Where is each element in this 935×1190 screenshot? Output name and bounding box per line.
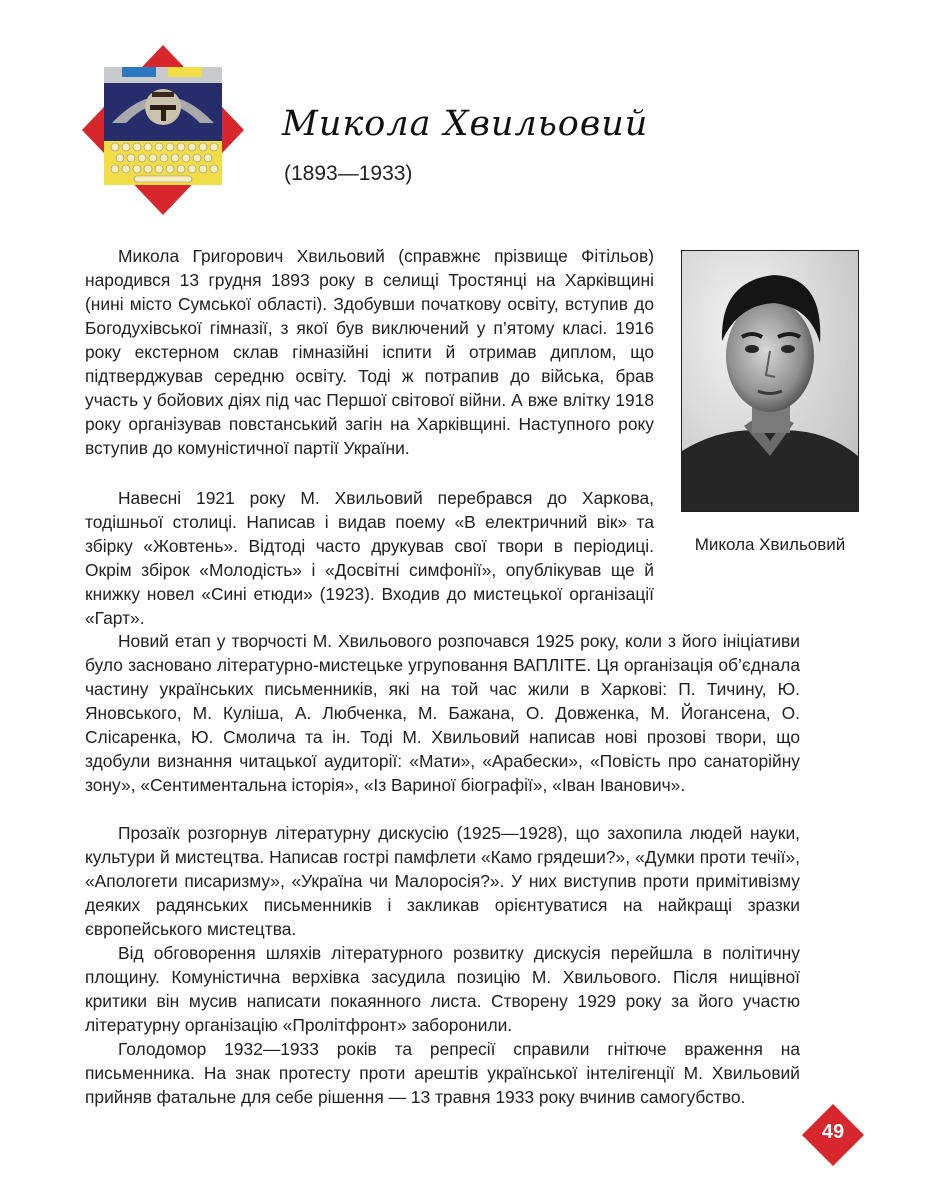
paragraph-kharkiv: Навесні 1921 року М. Хвильовий перебрався до Харкова, тодішньої столиці. Написав і видав поему «В електричний вік» та збірку «Жовтень». Відтоді часто друкував свої твори в періодиці. Окрім збірок «Молодість» і «Досвітні симфонії», опублікував ще й книжку новел «Сині етюди» (1923). Входив до мистецької організації «Гарт». — [85, 488, 654, 628]
page-title: Микола Хвильовий — [282, 104, 649, 144]
paragraph-political: Від обговорення шляхів літературного розвитку дискусія перейшла в політичну площину. Комуністична верхівка засудила позицію М. Хвильового. Після нищівної критики він мусив написати покаянного листа. Створену 1929 року за його участю літературну організацію «Пролітфронт» заборонили. — [85, 943, 800, 1035]
portrait-image — [682, 251, 858, 511]
paragraph-biography-early: Микола Григорович Хвильовий (справжнє прізвище Фітільов) народився 13 грудня 1893 року в селищі Тростянці на Харківщині (нині місто Сумської області). Здобувши початкову освіту, вступив до Богодухівської гімназії, з якої був виключений у п’ятому класі. 1916 року екстерном склав гімназійні іспити й отримав диплом, що підтверджував середню освіту. Тоді ж потрапив до війська, брав участь у бойових діях під час Першої світової війни. А вже влітку 1918 року організував повстанський загін на Харківщині. Наступного року вступив до комуністичної партії України. — [85, 246, 654, 458]
paragraph-vaplite: Новий етап у творчості М. Хвильового розпочався 1925 року, коли з його ініціативи було засновано літературно-мистецьке угруповання ВАПЛІТЕ. Ця організація об’єднала частину українських письменників, які на той час жили в Харкові: П. Тичину, Ю. Яновського, М. Куліша, А. Любченка, М. Бажана, О. Довженка, М. Йогансена, О. Слісаренка, Ю. Смолича та ін. Тоді М. Хвильовий написав нові прозові твори, що здобули визнання читацької аудиторії: «Мати», «Арабески», «Повість про санаторійну зону», «Сентиментальна історія», «Із Вариної біографії», «Іван Іванович». — [85, 631, 800, 795]
typewriter-icon — [82, 45, 244, 215]
paragraph-final: Голодомор 1932—1933 років та репресії справили гнітюче враження на письменника. На знак протесту проти арештів української інтелігенції М. Хвильовий прийняв фатальне для себе рішення — 13 травня 1933 року вчинив самогубство. — [85, 1039, 800, 1107]
typewriter-emblem — [82, 45, 260, 215]
portrait-caption: Микола Хвильовий — [694, 535, 846, 554]
life-years: (1893—1933) — [284, 162, 413, 185]
portrait-photo — [681, 250, 859, 512]
page-number: 49 — [821, 1121, 845, 1143]
paragraph-literary-discussion: Прозаїк розгорнув літературну дискусію (1925—1928), що захопила людей науки, культури й мистецтва. Написав гострі памфлети «Камо грядеши?», «Думки проти течії», «Апологети писаризму», «Україна чи Малоросія?». У них виступив проти примітивізму деяких радянських письменників і закликав орієнтуватися на найкращі зразки європейського мистецтва. — [85, 823, 800, 939]
